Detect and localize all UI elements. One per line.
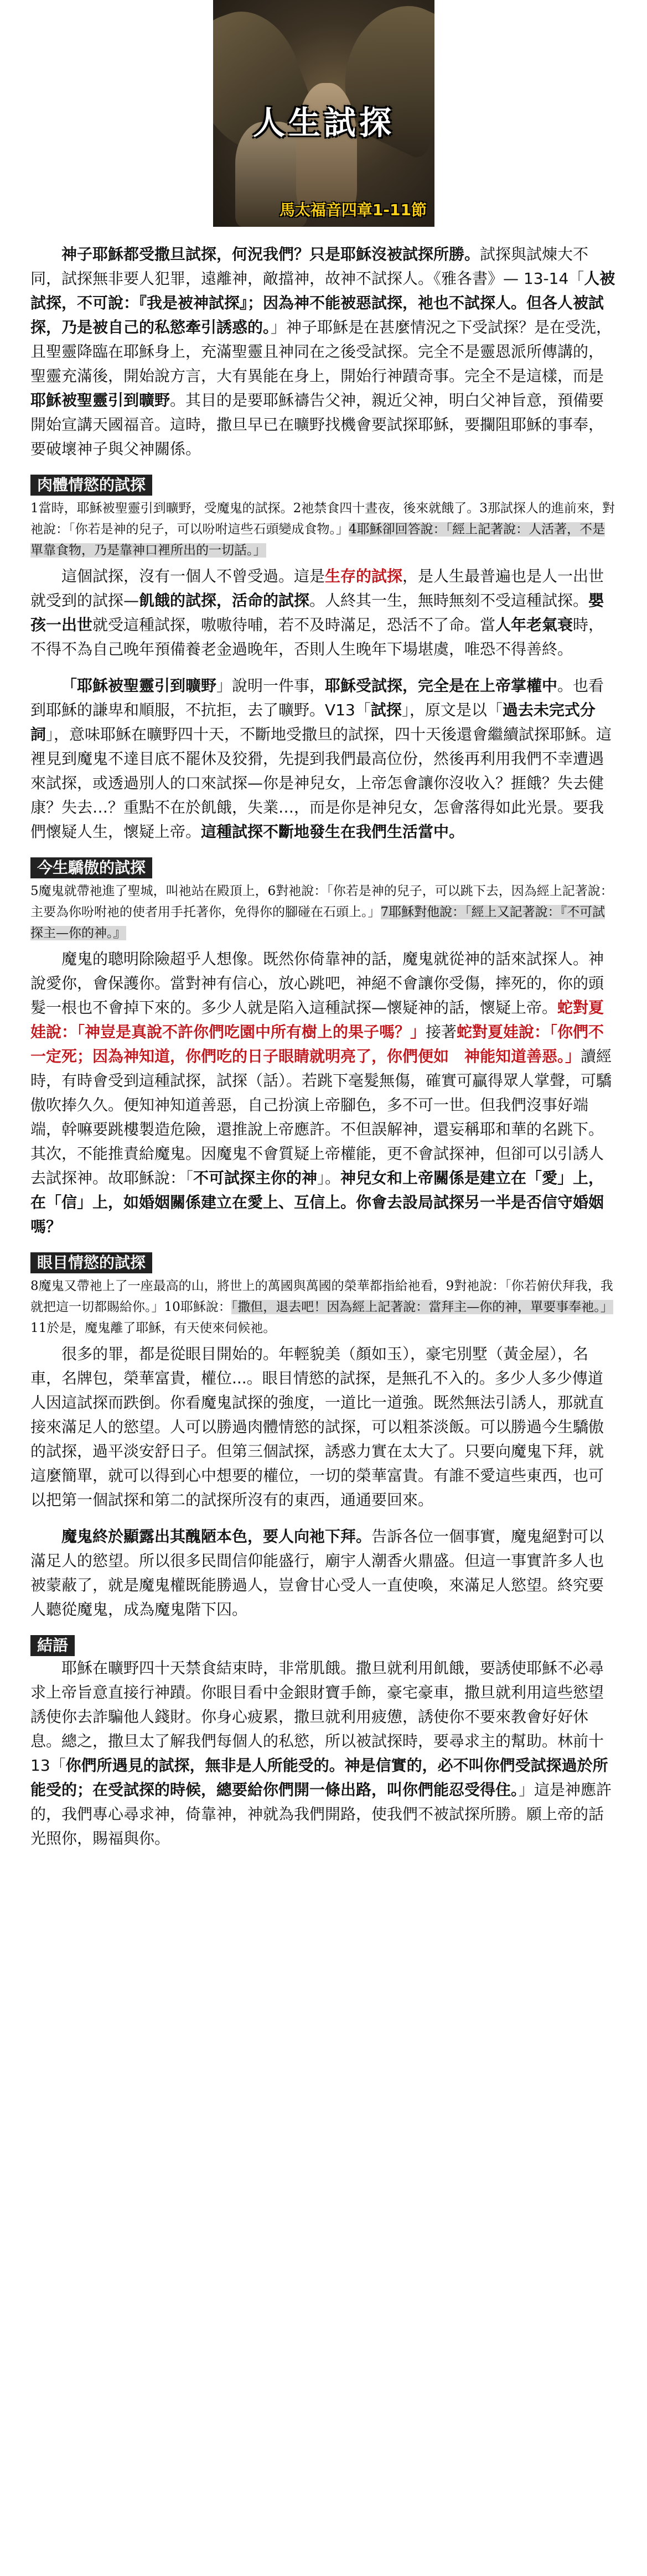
bold-emphasis: 人年老氣衰 [495, 616, 573, 634]
quote-highlight: 7耶穌對他說：「經上又記著說：『不可試探主—你的神。』 [30, 905, 605, 940]
quote-text: 5魔鬼就帶祂進了聖城，叫祂站在殿頂上，6對祂說：「你若是神的兒子，可以跳下去，因為經上記著說：主要為你吩咐祂的使者用手托著你，免得你的腳碰在石頭上。」 [30, 884, 613, 919]
bold-emphasis: 耶穌受試探，完全是在上帝掌權中 [325, 676, 558, 695]
intro-text: 。其目的是要耶穌禱告父神，親近父神，明白父神旨意，預備要開始宣講天國福音。這時，撒旦早已在曠野找機會要試探耶穌，要攔阻耶穌的事奉，要破壞神子與父神關係。 [30, 391, 604, 458]
body-text: 讀經時，有時會受到這種試探，試探（話）。若跳下毫髮無傷，確實可贏得眾人掌聲，可驕傲吹捧久久。便知神知道善惡，自己扮演上帝腳色，多不可一世。但我們沒事好端端，幹嘛要跳樓製造危險，還推說上帝應許。不但誤解神，還妄稱耶和華的名跳下。其次，不能推責給魔鬼。因魔鬼不會質疑上帝權能，更不會試探神，但卻可以引誘人去試探神。故耶穌說：「 [30, 1047, 612, 1187]
red-emphasis: 蛇對夏娃說：「你們不一定死；因為神知道，你們吃的日子眼睛就明亮了，你們便如 神能知道善惡。」 [30, 1023, 604, 1065]
scripture-quote [30, 1276, 617, 1339]
body-text: 就受這種試探，嗷嗷待哺，若不及時滿足，恐活不了命。當 [92, 616, 496, 634]
body-text: 耶穌在曠野四十天禁食結束時，非常肌餓。撒旦就利用飢餓，要誘使耶穌不必尋求上帝旨意直接行神蹟。你眼目看中金銀財寶手飾，豪宅豪車，撒旦就利用這些慾望誘使你去詐騙他人錢財。你身心疲累，撒旦就利用疲憊，誘使你不要來教會好好休息。總之，撒旦太了解我們每個人的私慾，所以被試探時，要尋求主的幫助。林前十 13「 [30, 1659, 604, 1774]
hero-reference: 馬太福音四章1-11節 [279, 201, 427, 219]
bold-emphasis: 過去未完式分詞 [30, 701, 596, 743]
body-text: 。也看到耶穌的謙卑和順服，不抗拒，去了曠野。V13「 [30, 676, 604, 719]
body-paragraph [30, 1656, 617, 1851]
section-heading: 今生驕傲的試探 [30, 857, 152, 878]
intro-text: 試探與試煉大不同，試探無非要人犯罪，遠離神，敵擋神，故神不試探人。《雅各書》— 13-14「 [30, 245, 589, 288]
bold-emphasis: 這種試探不斷地發生在我們生活當中。 [201, 823, 465, 841]
body-text: 」，原文是以「 [401, 701, 503, 719]
bold-emphasis: 你們所遇見的試探，無非是人所能受的。神是信實的，必不叫你們受試探過於所能受的；在受試探的時候，總要給你們開一條出路，叫你們能忍受得住。 [30, 1756, 608, 1799]
body-text: 魔鬼的聰明除險超乎人想像。既然你倚靠神的話，魔鬼就從神的話來試探人。神說愛你，會保護你。當對神有信心，放心跳吧，神絕不會讓你受傷，摔死的，你的頭髮一根也不會掉下來的。多少人就是陷入這種試探—懷疑神的話，懷疑上帝。 [30, 950, 604, 1017]
section-heading: 肉體情慾的試探 [30, 475, 152, 496]
body-paragraph [30, 1524, 617, 1622]
body-text: 時，不得不為自己晚年預備養老金過晚年，否則人生晚年下場堪虞，唯恐不得善終。 [30, 616, 604, 658]
body-text: ，是人生最普遍也是人一出世就受到的試探— [30, 567, 604, 610]
body-text: 」。 [317, 1169, 341, 1187]
body-paragraph: 很多的罪，都是從眼目開始的。年輕貌美（顏如玉），豪宅別墅（黃金屋），名車，名牌包，榮華富貴，權位...。眼目情慾的試探，是無孔不入的。多少人多少傳道人因這試探而跌倒。你看魔鬼試探的強度，一道比一道強。既然無法引誘人，那就直接來滿足人的慾望。人可以勝過肉體情慾的試探，可以粗茶淡飯。可以勝過今生驕傲的試探，過平淡安舒日子。但第三個試探，誘惑力實在太大了。只要向魔鬼下拜，就這麼簡單，就可以得到心中想要的權位，一切的榮華富貴。有誰不愛這些東西，也可以把第一個試探和第二的試探所沒有的東西，通通要回來。 [30, 1345, 604, 1509]
bold-emphasis: 不可試探主你的神 [193, 1169, 318, 1187]
quote-highlight: 4耶穌卻回答說：「經上記著說：人活著，不是單靠食物，乃是靠神口裡所出的一切話。」 [30, 522, 605, 558]
quote-text: 1當時，耶穌被聖靈引到曠野，受魔鬼的試探。2祂禁食四十晝夜，後來就餓了。3那試探人的進前來，對祂說：「你若是神的兒子，可以吩咐這些石頭變成食物。」 [30, 501, 615, 537]
body-paragraph [30, 564, 617, 662]
body-paragraph [30, 947, 617, 1239]
body-text: 」，意味耶穌在曠野四十天，不斷地受撒旦的試探，四十天後還會繼續試探耶穌。這裡見到魔鬼不達目底不罷休及狡猾，先提到我們最高位份，然後再利用我們不幸遭遇來試探，或透過別人的口來試探—你是神兒女，上帝怎會讓你沒收入？捱餓？失去健康？失去…？重點不在於飢餓，失業…，而是你是神兒女，怎會落得如此光景。要我們懷疑人生，懷疑上帝。 [30, 725, 612, 841]
bold-emphasis: 神兒女和上帝關係是建立在「愛」上，在「信」上，如婚姻關係建立在愛上、互信上。你會去設局試探另一半是否信守婚姻嗎？ [30, 1169, 604, 1236]
intro-text: 」神子耶穌是在甚麼情況之下受試探？是在受洗，且聖靈降臨在耶穌身上，充滿聖靈且神同在之後受試探。完全不是靈恩派所傳講的，聖靈充滿後，開始說方言，大有異能在身上，開始行神蹟奇事。完全不是這樣，而是 [30, 318, 612, 385]
body-text: 這個試探，沒有一個人不曾受過。這是 [61, 567, 325, 585]
intro-emphasis: 耶穌被聖靈引到曠野 [30, 391, 170, 409]
hero-image [213, 0, 434, 227]
bold-emphasis: 嬰孩一出世 [30, 591, 604, 634]
quote-text: 11於是，魔鬼離了耶穌，有天使來伺候祂。 [30, 1321, 276, 1335]
intro-emphasis: 人被試探，不可說：『我是被神試探』；因為神不能被惡試探，祂也不試探人。 [30, 269, 615, 312]
body-paragraph [30, 674, 617, 844]
section-heading: 結語 [30, 1635, 75, 1656]
red-emphasis: 蛇對夏娃說：「神豈是真說不許你們吃園中所有樹上的果子嗎？」 [30, 998, 604, 1041]
article [30, 0, 617, 1851]
body-text: 告訴各位一個事實，魔鬼絕對可以滿足人的慾望。所以很多民間信仰能盛行，廟宇人潮香火鼎盛。但這一事實許多人也被蒙蔽了，就是魔鬼權既能勝過人，豈會甘心受人一直使喚，來滿足人慾望。終究要人聽從魔鬼，成為魔鬼階下囚。 [30, 1527, 604, 1619]
intro-lead: 神子耶穌都受撒旦試探，何況我們？只是耶穌沒被試探所勝。 [61, 245, 480, 263]
quote-highlight: 「撒但，退去吧！因為經上記著說：當拜主—你的神，單要事奉祂。」 [231, 1300, 613, 1314]
bold-emphasis: 飢餓的試探，活命的試探 [139, 591, 310, 610]
hero-title: 人生試探 [252, 104, 395, 142]
intro-emphasis: 但各人被試探，乃是被自己的私慾牽引誘惑的。 [30, 294, 604, 336]
red-emphasis: 生存的試探 [325, 567, 403, 585]
bold-emphasis: 試探 [370, 701, 402, 719]
body-text: 」說明一件事， [216, 676, 325, 695]
bold-emphasis: 魔鬼終於顯露出其醜陋本色，要人向祂下拜。 [61, 1527, 372, 1545]
intro-paragraph [30, 242, 617, 461]
bold-emphasis: 「耶穌被聖靈引到曠野 [61, 676, 217, 695]
body-text: 。人終其一生，無時無刻不受這種試探。 [309, 591, 589, 610]
scripture-quote [30, 881, 617, 944]
quote-text: 8魔鬼又帶祂上了一座最高的山，將世上的萬國與萬國的榮華都指給祂看，9對祂說：「你若俯伏拜我，我就把這一切都賜給你。」10耶穌說： [30, 1279, 613, 1314]
scripture-quote [30, 498, 617, 561]
body-text: 接著 [426, 1023, 457, 1041]
body-text: 」這是神應許的，我們專心尋求神，倚靠神，神就為我們開路，使我們不被試探所勝。願上帝的話光照你，賜福與你。 [30, 1781, 612, 1848]
section-heading: 眼目情慾的試探 [30, 1252, 152, 1273]
